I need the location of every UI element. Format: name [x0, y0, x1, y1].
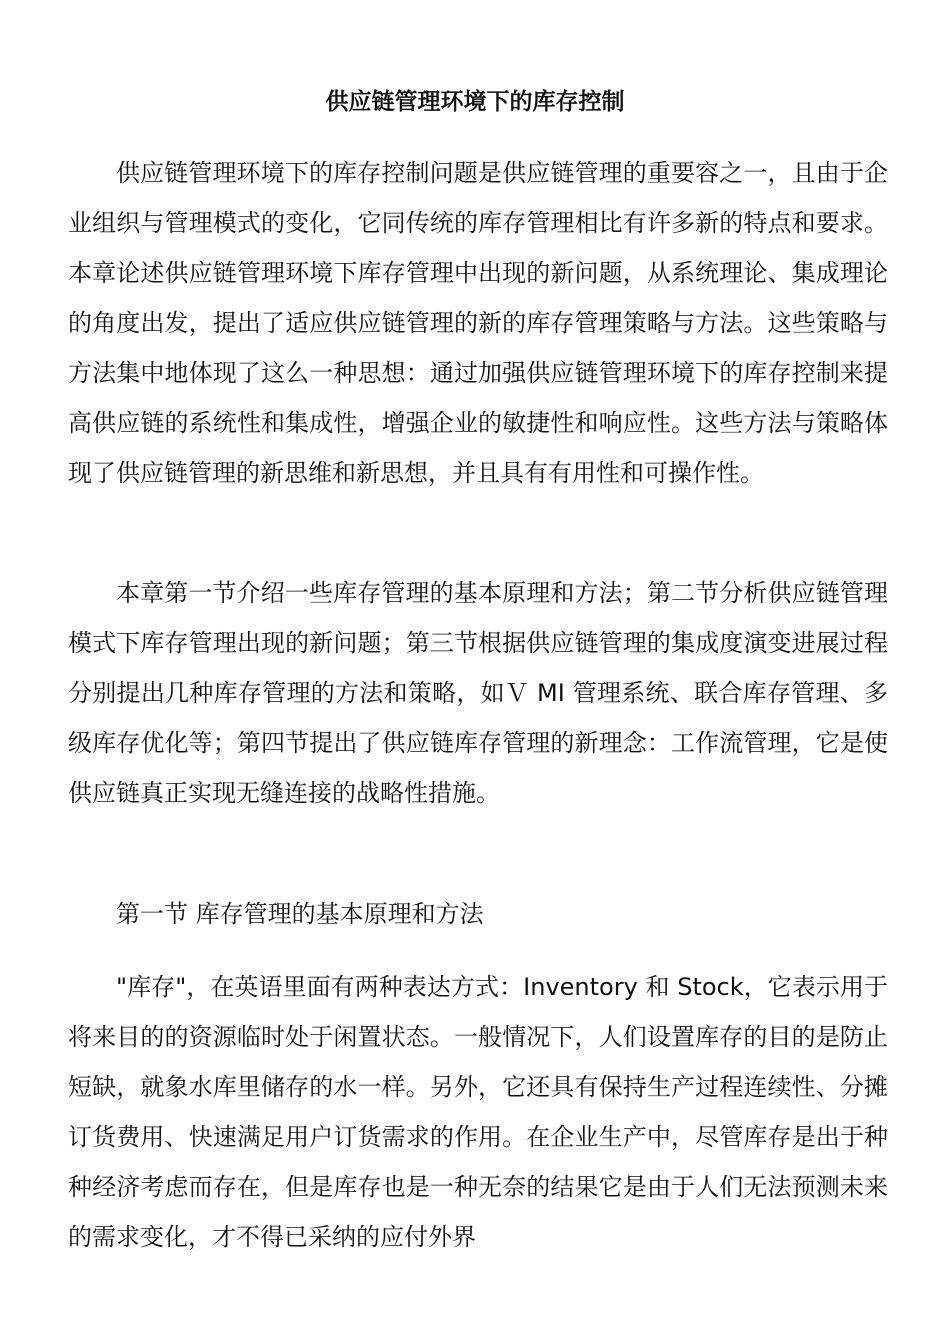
- chapter-outline-paragraph: 本章第一节介绍一些库存管理的基本原理和方法；第二节分析供应链管理模式下库存管理出现的新问题；第三节根据供应链管理的集成度演变进展过程分别提出几种库存管理的方法和策略，如Ｖ MI 管理系统、联合库存管理、多级库存优化等；第四节提出了供应链库存管理的新理念：工作流管理，它是使供应链真正实现无缝连接的战略性措施。: [68, 579, 888, 807]
- intro-paragraph: 供应链管理环境下的库存控制问题是供应链管理的重要容之一，且由于企业组织与管理模式的变化，它同传统的库存管理相比有许多新的特点和要求。本章论述供应链管理环境下库存管理中出现的新问题，从系统理论、集成理论的角度出发，提出了适应供应链管理的新的库存管理策略与方法。这些策略与方法集中地体现了这么一种思想：通过加强供应链管理环境下的库存控制来提高供应链的系统性和集成性，增强企业的敏捷性和响应性。这些方法与策略体现了供应链管理的新思维和新思想，并且具有有用性和可操作性。: [68, 159, 888, 487]
- document-title: 供应链管理环境下的库存控制: [325, 89, 625, 115]
- section-paragraph: "库存"，在英语里面有两种表达方式：Inventory 和 Stock，它表示用于将来目的的资源临时处于闲置状态。一般情况下，人们设置库存的目的是防止短缺，就象水库里储存的水一样。另外，它还具有保持生产过程连续性、分摊订货费用、快速满足用户订货需求的作用。在企业生产中，尽管库存是出于种种经济考虑而存在，但是库存也是一种无奈的结果它是由于人们无法预测未来的需求变化，才不得已采纳的应付外界: [68, 973, 888, 1251]
- section-heading: 第一节 库存管理的基本原理和方法: [116, 900, 484, 928]
